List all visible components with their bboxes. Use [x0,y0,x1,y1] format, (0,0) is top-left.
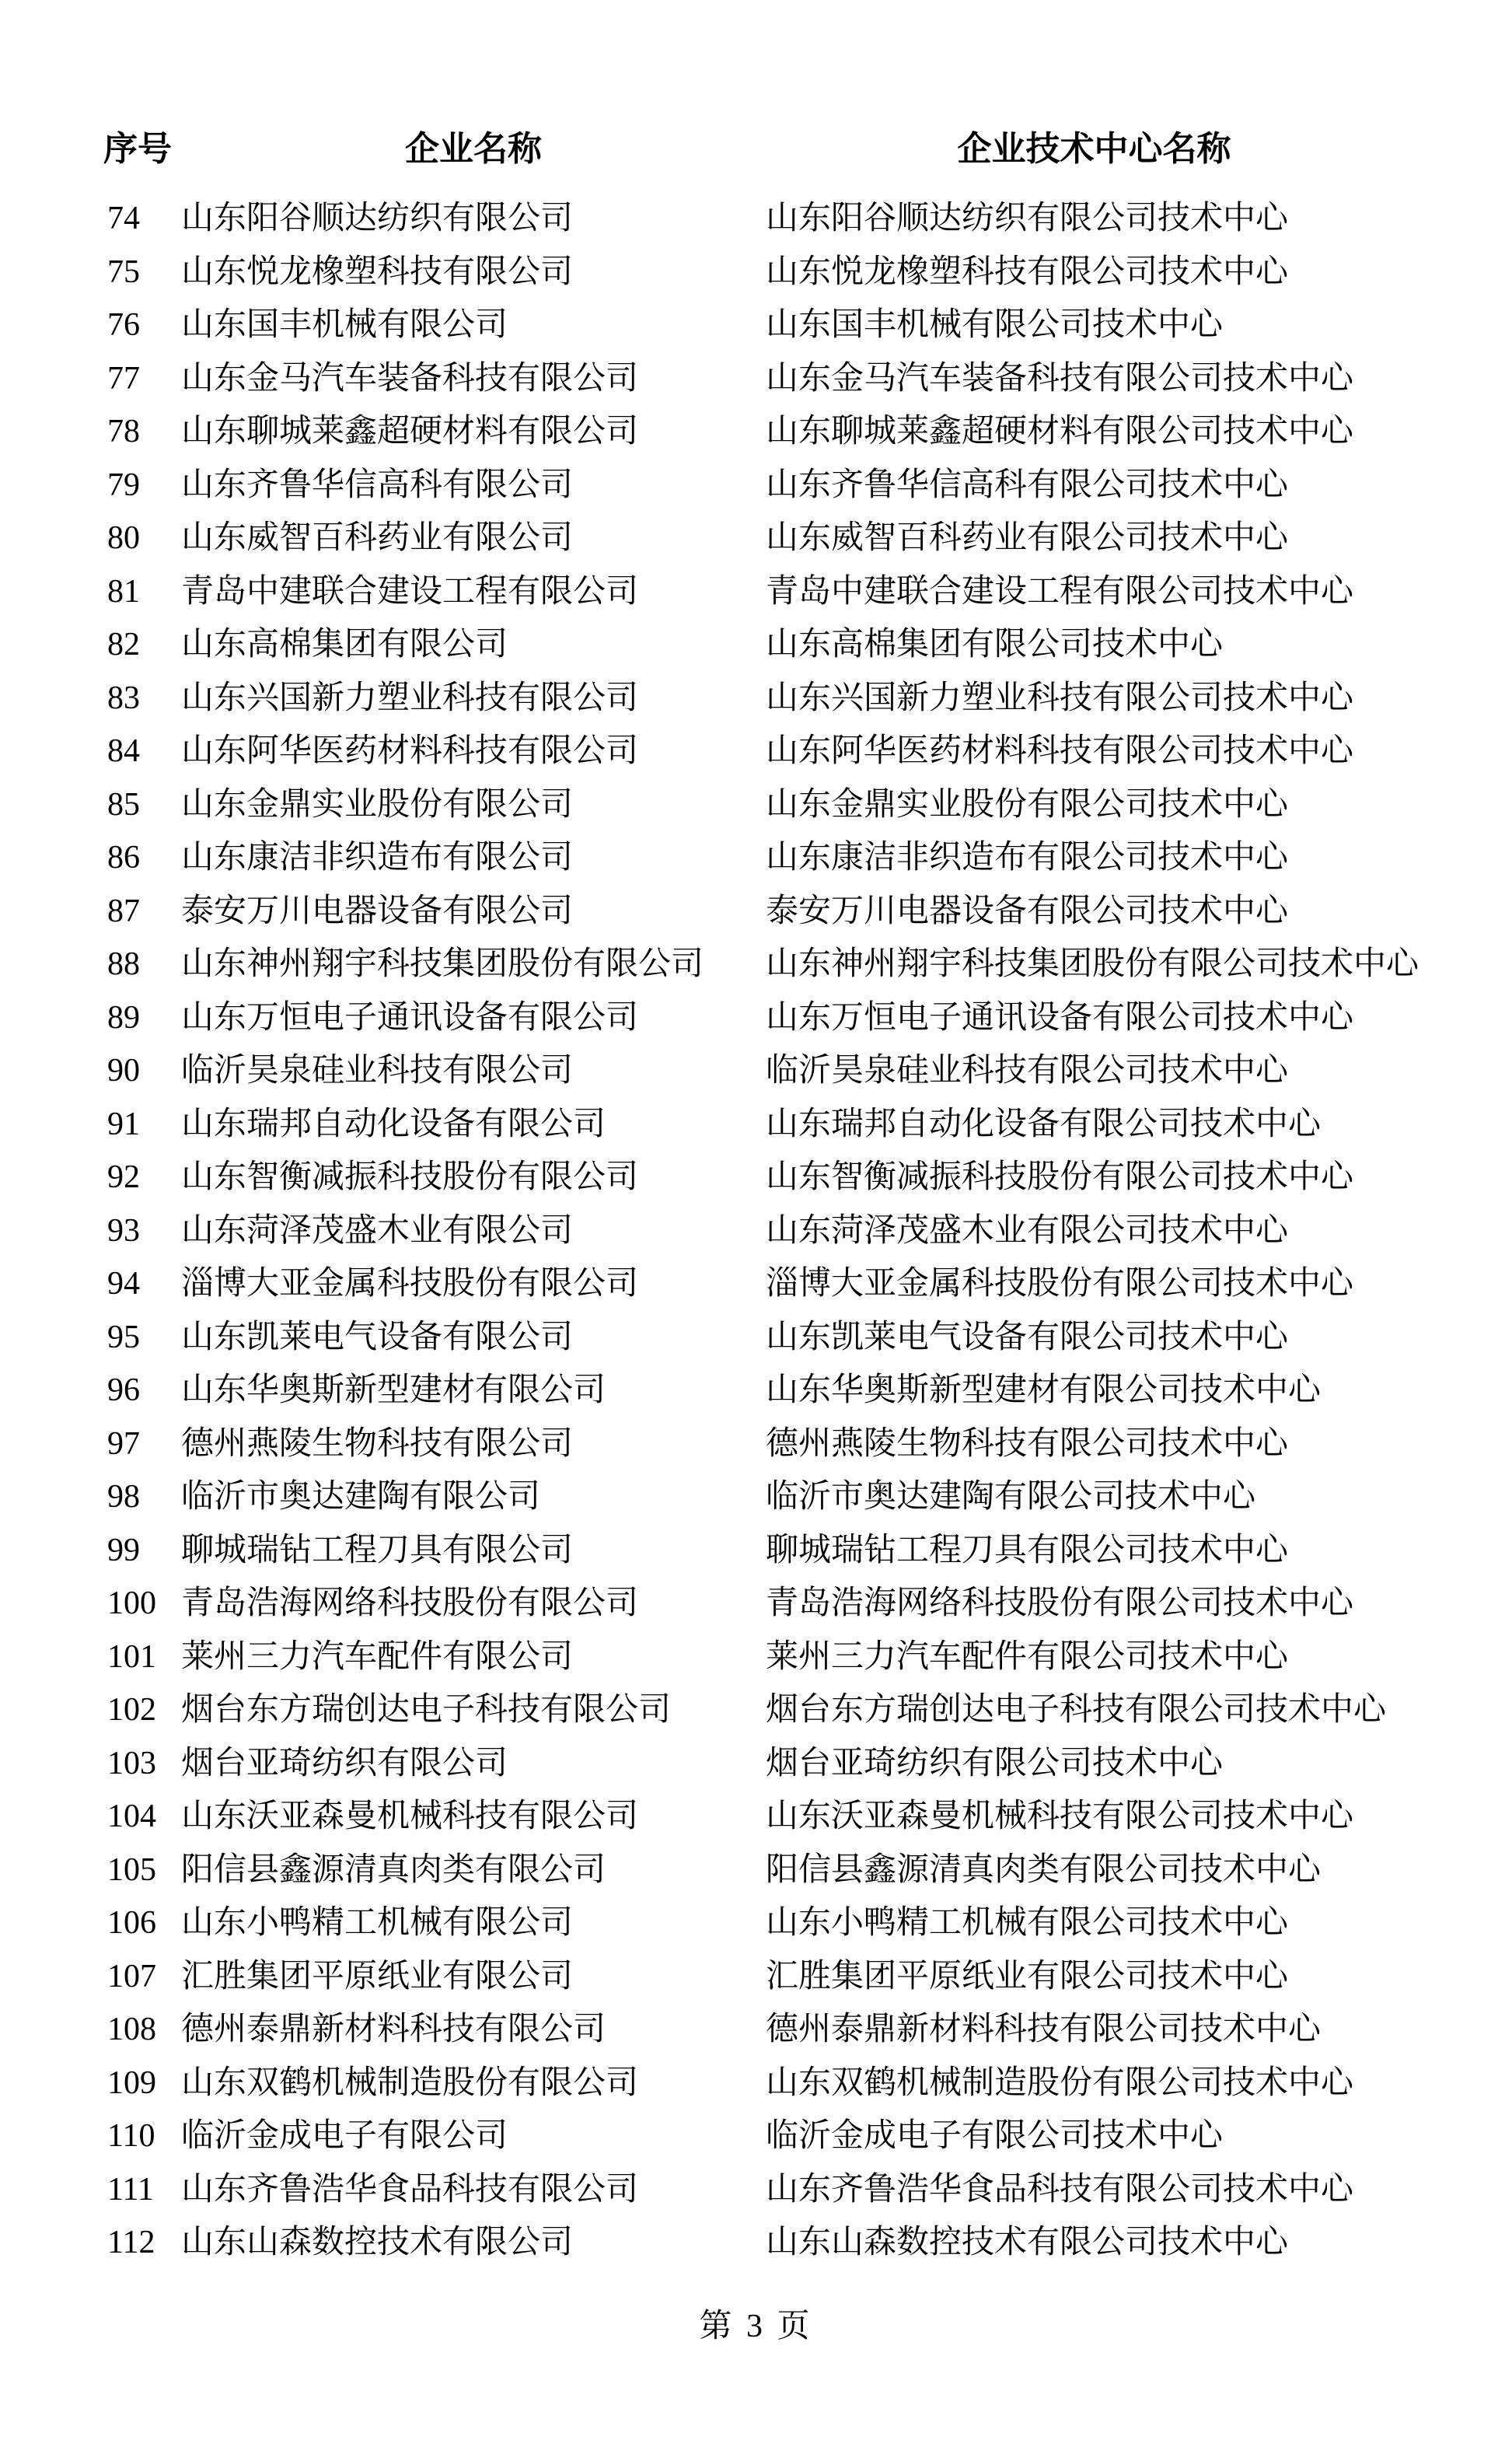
row-company-name: 山东阿华医药材料科技有限公司 [181,733,639,769]
row-tech-center-name: 山东瑞邦自动化设备有限公司技术中心 [766,1106,1322,1142]
row-company-name: 泰安万川电器设备有限公司 [181,893,574,929]
row-tech-center-name: 青岛浩海网络科技股份有限公司技术中心 [766,1585,1354,1621]
row-tech-center-name: 山东华奥斯新型建材有限公司技术中心 [766,1372,1322,1408]
row-company-name: 山东金马汽车装备科技有限公司 [181,360,639,397]
row-serial-number: 79 [107,467,140,503]
row-serial-number: 109 [107,2064,156,2101]
table-row [0,672,1512,725]
row-serial-number: 107 [107,1958,156,1994]
row-tech-center-name: 山东康洁非织造布有限公司技术中心 [766,840,1289,876]
table-row [0,1524,1512,1578]
row-tech-center-name: 聊城瑞钻工程刀具有限公司技术中心 [766,1532,1289,1568]
row-tech-center-name: 青岛中建联合建设工程有限公司技术中心 [766,573,1354,610]
row-serial-number: 89 [107,999,140,1036]
row-serial-number: 105 [107,1851,156,1888]
row-serial-number: 94 [107,1266,140,1302]
row-company-name: 德州泰鼎新材料科技有限公司 [181,2012,606,2047]
table-row [0,618,1512,672]
table-row [0,2216,1512,2270]
row-company-name: 山东金鼎实业股份有限公司 [181,786,574,823]
row-serial-number: 87 [107,893,140,929]
table-body [0,192,1512,2270]
row-company-name: 烟台亚琦纺织有限公司 [181,1745,508,1781]
table-header-row [0,130,1512,169]
row-company-name: 山东山森数控技术有限公司 [181,2225,574,2260]
row-company-name: 山东小鸭精工机械有限公司 [181,1905,574,1941]
row-serial-number: 75 [107,253,140,290]
table-row [0,1470,1512,1524]
table-row [0,1311,1512,1365]
table-row [0,459,1512,512]
row-company-name: 烟台东方瑞创达电子科技有限公司 [181,1692,672,1728]
row-serial-number: 83 [107,680,140,716]
row-company-name: 莱州三力汽车配件有限公司 [181,1638,574,1675]
row-serial-number: 80 [107,520,140,556]
table-row [0,192,1512,246]
row-tech-center-name: 德州燕陵生物科技有限公司技术中心 [766,1425,1289,1462]
row-tech-center-name: 山东聊城莱鑫超硬材料有限公司技术中心 [766,414,1354,449]
row-tech-center-name: 烟台亚琦纺织有限公司技术中心 [766,1745,1224,1781]
row-company-name: 山东凯莱电气设备有限公司 [181,1319,574,1355]
table-row [0,885,1512,939]
row-company-name: 山东万恒电子通讯设备有限公司 [181,999,639,1036]
row-serial-number: 96 [107,1372,140,1408]
row-tech-center-name: 烟台东方瑞创达电子科技有限公司技术中心 [766,1692,1387,1728]
row-company-name: 阳信县鑫源清真肉类有限公司 [181,1851,606,1888]
table-row [0,778,1512,832]
row-company-name: 山东悦龙橡塑科技有限公司 [181,253,574,290]
row-company-name: 山东华奥斯新型建材有限公司 [181,1372,606,1408]
row-tech-center-name: 山东金鼎实业股份有限公司技术中心 [766,786,1289,823]
row-tech-center-name: 临沂市奥达建陶有限公司技术中心 [766,1479,1256,1515]
row-serial-number: 100 [107,1585,156,1621]
row-company-name: 山东双鹤机械制造股份有限公司 [181,2064,639,2101]
row-tech-center-name: 山东小鸭精工机械有限公司技术中心 [766,1905,1289,1941]
header-serial-number: 序号 [103,130,172,168]
row-company-name: 山东聊城莱鑫超硬材料有限公司 [181,414,639,449]
table-row [0,565,1512,619]
row-serial-number: 112 [107,2225,155,2260]
row-tech-center-name: 淄博大亚金属科技股份有限公司技术中心 [766,1266,1354,1302]
row-serial-number: 95 [107,1319,140,1355]
row-company-name: 山东瑞邦自动化设备有限公司 [181,1106,606,1142]
row-company-name: 临沂昊泉硅业科技有限公司 [181,1053,574,1089]
table-row [0,512,1512,565]
row-tech-center-name: 莱州三力汽车配件有限公司技术中心 [766,1638,1289,1675]
page-number: 第 3 页 [699,2309,813,2344]
row-tech-center-name: 山东智衡减振科技股份有限公司技术中心 [766,1159,1354,1195]
table-row [0,299,1512,352]
header-company-name: 企业名称 [405,130,542,168]
row-company-name: 临沂金成电子有限公司 [181,2118,508,2154]
row-company-name: 汇胜集团平原纸业有限公司 [181,1958,574,1994]
row-serial-number: 88 [107,946,140,982]
row-tech-center-name: 山东万恒电子通讯设备有限公司技术中心 [766,999,1354,1036]
row-tech-center-name: 山东山森数控技术有限公司技术中心 [766,2225,1289,2260]
row-company-name: 山东兴国新力塑业科技有限公司 [181,680,639,716]
row-serial-number: 92 [107,1159,140,1195]
row-serial-number: 81 [107,573,140,610]
row-tech-center-name: 山东阿华医药材料科技有限公司技术中心 [766,733,1354,769]
row-tech-center-name: 阳信县鑫源清真肉类有限公司技术中心 [766,1851,1322,1888]
row-serial-number: 106 [107,1905,156,1941]
row-company-name: 山东智衡减振科技股份有限公司 [181,1159,639,1195]
row-tech-center-name: 山东神州翔宇科技集团股份有限公司技术中心 [766,946,1419,982]
table-row [0,1683,1512,1737]
row-serial-number: 84 [107,733,140,769]
row-tech-center-name: 泰安万川电器设备有限公司技术中心 [766,893,1289,929]
row-tech-center-name: 山东阳谷顺达纺织有限公司技术中心 [766,201,1289,236]
row-tech-center-name: 汇胜集团平原纸业有限公司技术中心 [766,1958,1289,1994]
row-company-name: 聊城瑞钻工程刀具有限公司 [181,1532,574,1568]
table-row [0,2163,1512,2217]
row-company-name: 淄博大亚金属科技股份有限公司 [181,1266,639,1302]
row-tech-center-name: 临沂金成电子有限公司技术中心 [766,2118,1224,2154]
table-row [0,1790,1512,1844]
row-serial-number: 91 [107,1106,140,1142]
table-row [0,1098,1512,1152]
row-serial-number: 74 [107,201,140,236]
row-company-name: 山东神州翔宇科技集团股份有限公司 [181,946,704,982]
row-serial-number: 97 [107,1425,140,1462]
row-tech-center-name: 山东高棉集团有限公司技术中心 [766,627,1224,662]
row-serial-number: 101 [107,1638,156,1675]
row-tech-center-name: 德州泰鼎新材料科技有限公司技术中心 [766,2012,1322,2047]
table-row [0,1950,1512,2004]
row-serial-number: 103 [107,1745,156,1781]
table-row [0,991,1512,1045]
row-serial-number: 111 [107,2171,154,2208]
row-serial-number: 78 [107,414,140,449]
table-row [0,725,1512,778]
row-tech-center-name: 山东双鹤机械制造股份有限公司技术中心 [766,2064,1354,2101]
table-row [0,1737,1512,1791]
row-serial-number: 110 [107,2118,155,2154]
row-serial-number: 86 [107,840,140,876]
row-tech-center-name: 山东国丰机械有限公司技术中心 [766,307,1224,343]
row-serial-number: 99 [107,1532,140,1568]
row-serial-number: 82 [107,627,140,662]
table-row [0,1257,1512,1311]
table-row [0,1844,1512,1897]
table-row [0,405,1512,459]
row-tech-center-name: 山东齐鲁华信高科有限公司技术中心 [766,467,1289,503]
table-row [0,1151,1512,1204]
table-row [0,352,1512,406]
row-serial-number: 77 [107,360,140,397]
row-serial-number: 85 [107,786,140,823]
row-company-name: 山东高棉集团有限公司 [181,627,508,662]
row-serial-number: 90 [107,1053,140,1089]
row-tech-center-name: 山东凯莱电气设备有限公司技术中心 [766,1319,1289,1355]
row-company-name: 德州燕陵生物科技有限公司 [181,1425,574,1462]
row-company-name: 山东齐鲁华信高科有限公司 [181,467,574,503]
row-tech-center-name: 山东金马汽车装备科技有限公司技术中心 [766,360,1354,397]
table-row [0,2003,1512,2057]
row-company-name: 青岛浩海网络科技股份有限公司 [181,1585,639,1621]
row-tech-center-name: 山东兴国新力塑业科技有限公司技术中心 [766,680,1354,716]
table-row [0,1418,1512,1471]
row-company-name: 山东沃亚森曼机械科技有限公司 [181,1799,639,1834]
header-tech-center-name: 企业技术中心名称 [957,130,1231,168]
row-company-name: 山东国丰机械有限公司 [181,307,508,343]
row-company-name: 山东威智百科药业有限公司 [181,520,574,556]
row-company-name: 山东菏泽茂盛木业有限公司 [181,1212,574,1249]
table-row [0,1044,1512,1098]
table-row [0,938,1512,991]
table-row [0,1631,1512,1684]
row-tech-center-name: 山东沃亚森曼机械科技有限公司技术中心 [766,1799,1354,1834]
row-company-name: 山东康洁非织造布有限公司 [181,840,574,876]
table-row [0,1577,1512,1631]
row-tech-center-name: 临沂昊泉硅业科技有限公司技术中心 [766,1053,1289,1089]
table-row [0,1204,1512,1258]
table-row [0,1896,1512,1950]
row-serial-number: 102 [107,1692,156,1728]
row-company-name: 青岛中建联合建设工程有限公司 [181,573,639,610]
table-row [0,2057,1512,2110]
table-row [0,246,1512,299]
row-tech-center-name: 山东菏泽茂盛木业有限公司技术中心 [766,1212,1289,1249]
row-tech-center-name: 山东齐鲁浩华食品科技有限公司技术中心 [766,2171,1354,2208]
row-company-name: 临沂市奥达建陶有限公司 [181,1479,541,1515]
row-serial-number: 104 [107,1799,156,1834]
table-row [0,831,1512,885]
row-tech-center-name: 山东威智百科药业有限公司技术中心 [766,520,1289,556]
row-serial-number: 93 [107,1212,140,1249]
row-serial-number: 108 [107,2012,156,2047]
row-tech-center-name: 山东悦龙橡塑科技有限公司技术中心 [766,253,1289,290]
table-row [0,2110,1512,2163]
row-company-name: 山东齐鲁浩华食品科技有限公司 [181,2171,639,2208]
row-company-name: 山东阳谷顺达纺织有限公司 [181,201,574,236]
row-serial-number: 98 [107,1479,140,1515]
table-row [0,1364,1512,1418]
row-serial-number: 76 [107,307,140,343]
